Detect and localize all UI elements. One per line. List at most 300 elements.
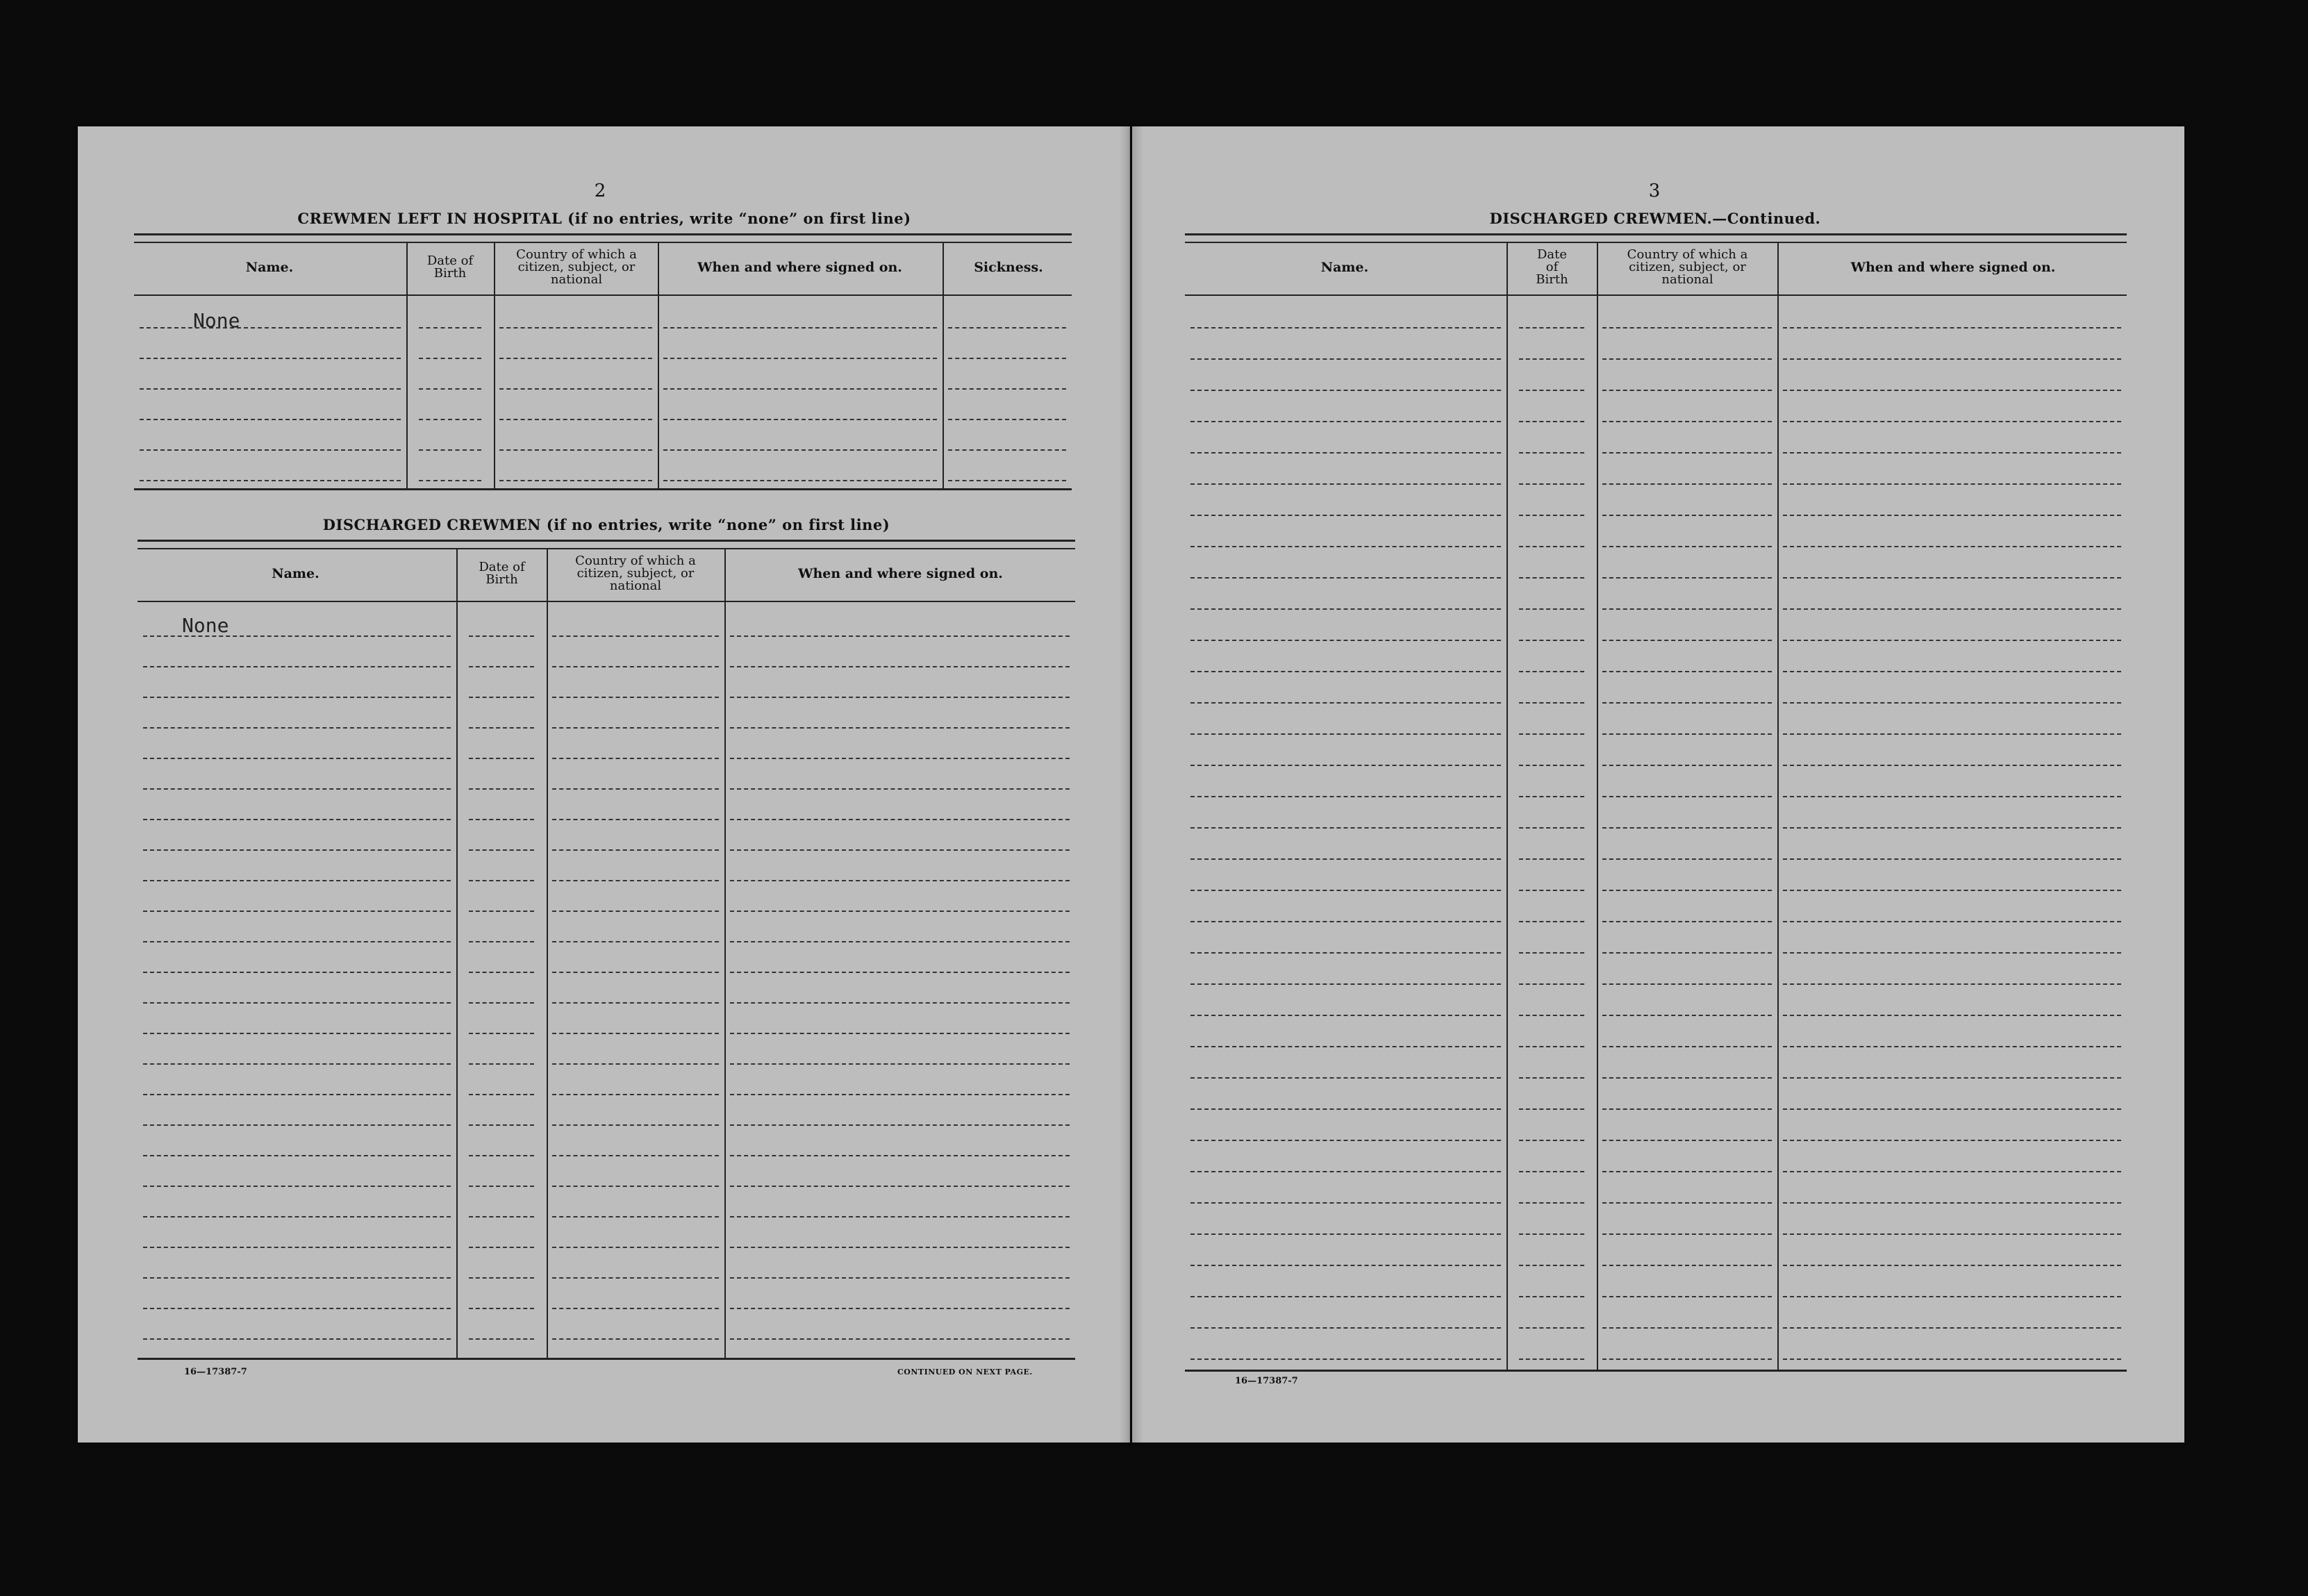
- entry-line: [1783, 640, 2121, 641]
- entry-line: [1519, 671, 1584, 672]
- entry-line: [663, 419, 937, 420]
- entry-line: [1602, 827, 1772, 829]
- table-bottom-rule: [134, 488, 1072, 490]
- entry-line: [1190, 733, 1501, 735]
- table-bottom-rule: [1185, 1370, 2127, 1372]
- entry-line: [1190, 1265, 1501, 1266]
- entry-line: [1783, 1327, 2121, 1329]
- entry-line: [1602, 421, 1772, 422]
- entry-line: [663, 358, 937, 359]
- entry-line: [1519, 640, 1584, 641]
- entry-line: [552, 819, 719, 820]
- entry-line: [1519, 765, 1584, 766]
- entry-line: [143, 1063, 451, 1065]
- entry-line: [1783, 1171, 2121, 1172]
- entry-line: [419, 388, 481, 390]
- entry-line: [1519, 983, 1584, 985]
- entry-line: [1602, 1265, 1772, 1266]
- entry-line: [1602, 608, 1772, 610]
- column-divider: [456, 548, 458, 1358]
- entry-line: [1602, 1358, 1772, 1360]
- entry-line: [1783, 983, 2121, 985]
- entry-line: [730, 880, 1070, 881]
- entry-line: [469, 758, 534, 759]
- entry-line: [1602, 921, 1772, 922]
- entry-line: [552, 911, 719, 912]
- entry-line: [469, 727, 534, 729]
- entry-line: [1783, 827, 2121, 829]
- entry-line: [143, 758, 451, 759]
- entry-line: [140, 480, 401, 481]
- entry-line: [730, 788, 1070, 790]
- entry-line: [1602, 1296, 1772, 1297]
- entry-line: [1519, 858, 1584, 860]
- entry-line: [948, 388, 1066, 390]
- entry-line: [143, 788, 451, 790]
- entry-line: [1519, 921, 1584, 922]
- entry-line: [499, 327, 652, 329]
- entry-line: [1519, 1233, 1584, 1235]
- entry-line: [730, 1277, 1070, 1279]
- header-date-of-birth: Date of Birth: [1536, 247, 1568, 287]
- column-divider: [547, 548, 548, 1358]
- entry-line: [1190, 640, 1501, 641]
- entry-line: [1519, 1296, 1584, 1297]
- entry-line: [1519, 1015, 1584, 1016]
- entry-line: [469, 880, 534, 881]
- entry-line: [1602, 1140, 1772, 1141]
- entry-line: [469, 972, 534, 973]
- discharged-title-text: DISCHARGED CREWMEN: [322, 516, 541, 533]
- entry-line: [1602, 671, 1772, 672]
- entry-line: [1602, 452, 1772, 454]
- column-divider: [943, 242, 944, 488]
- entry-line: [140, 449, 401, 451]
- entry-line: [1602, 1202, 1772, 1204]
- entry-line: [1602, 1171, 1772, 1172]
- entry-line: [1519, 702, 1584, 704]
- entry-line: [1602, 640, 1772, 641]
- entry-line: [1783, 1015, 2121, 1016]
- discharged-continued-table: [1185, 233, 2127, 1372]
- entry-line: [948, 449, 1066, 451]
- entry-line: [469, 1002, 534, 1004]
- entry-line: [143, 880, 451, 881]
- entry-line: [1519, 390, 1584, 391]
- entry-line: [552, 1063, 719, 1065]
- entry-line: [1602, 858, 1772, 860]
- entry-line: [1783, 952, 2121, 954]
- entry-line: [1602, 577, 1772, 579]
- hospital-title-note: (if no entries, write “none” on first line): [567, 210, 911, 227]
- entry-line: [552, 1277, 719, 1279]
- entry-line: [143, 1277, 451, 1279]
- entry-line: [1190, 1140, 1501, 1141]
- entry-line: [552, 1338, 719, 1340]
- entry-line: [1519, 452, 1584, 454]
- entry-line: [1602, 546, 1772, 547]
- entry-line: [1519, 1171, 1584, 1172]
- column-divider: [494, 242, 495, 488]
- entry-line: [1190, 1077, 1501, 1079]
- entry-line: [1602, 952, 1772, 954]
- entry-line: [1190, 546, 1501, 547]
- header-country: Country of which a citizen, subject, or national: [1627, 247, 1748, 287]
- entry-line: [1190, 1233, 1501, 1235]
- header-name: Name.: [1320, 259, 1369, 275]
- entry-line: [730, 1094, 1070, 1095]
- entry-line: [419, 419, 481, 420]
- entry-line: [552, 972, 719, 973]
- entry-line: [469, 1094, 534, 1095]
- entry-line: [1190, 921, 1501, 922]
- entry-line: [730, 819, 1070, 820]
- header-country: Country of which a citizen, subject, or national: [516, 247, 637, 287]
- header-date-of-birth: Date of Birth: [479, 560, 525, 587]
- entry-line: [140, 388, 401, 390]
- entry-line: [1602, 796, 1772, 797]
- entry-line: [1190, 1358, 1501, 1360]
- entry-line: [143, 849, 451, 851]
- entry-line: [1190, 1046, 1501, 1047]
- entry-line: [1783, 452, 2121, 454]
- entry-line: [663, 480, 937, 481]
- header-date-of-birth: Date of Birth: [426, 253, 474, 281]
- entry-line: [469, 941, 534, 942]
- entry-line: [143, 1308, 451, 1309]
- entry-line: [730, 1308, 1070, 1309]
- entry-line: [1190, 952, 1501, 954]
- discharged-continued-title: DISCHARGED CREWMEN.—Continued.: [1489, 210, 1821, 227]
- entry-line: [1519, 577, 1584, 579]
- entry-line: [1519, 890, 1584, 891]
- entry-line: [143, 1094, 451, 1095]
- entry-line: [1190, 1108, 1501, 1110]
- entry-line: [1783, 1046, 2121, 1047]
- entry-line: [1783, 577, 2121, 579]
- entry-line: [1602, 733, 1772, 735]
- table-header: [134, 242, 1072, 293]
- entry-line: [552, 1186, 719, 1187]
- entry-line: [730, 1002, 1070, 1004]
- entry-line: [1190, 983, 1501, 985]
- entry-line: [1519, 827, 1584, 829]
- entry-line: [1190, 1202, 1501, 1204]
- entry-line: [1190, 515, 1501, 516]
- entry-line: [143, 972, 451, 973]
- entry-line: [1519, 1327, 1584, 1329]
- header-bottom-rule: [138, 601, 1075, 602]
- entry-line: [1519, 796, 1584, 797]
- entry-line: [1190, 858, 1501, 860]
- entry-line: [1602, 1327, 1772, 1329]
- entry-line: [143, 911, 451, 912]
- column-divider: [724, 548, 726, 1358]
- entry-line: [1519, 483, 1584, 485]
- entry-line: [730, 911, 1070, 912]
- entry-line: [143, 666, 451, 667]
- form-code: 16—17387-7: [1235, 1376, 1298, 1386]
- entry-line: [1190, 765, 1501, 766]
- entry-line: [469, 1216, 534, 1217]
- entry-line: [948, 358, 1066, 359]
- entry-line: [730, 941, 1070, 942]
- entry-line: [469, 1033, 534, 1034]
- entry-line: [1783, 483, 2121, 485]
- entry-line: [469, 1247, 534, 1248]
- entry-line: [143, 1155, 451, 1156]
- header-name: Name.: [272, 565, 319, 581]
- entry-line: [730, 972, 1070, 973]
- entry-line: [469, 1186, 534, 1187]
- entry-line: [730, 727, 1070, 729]
- entry-line: [143, 1216, 451, 1217]
- entry-line: [469, 635, 534, 637]
- entry-line: [1190, 1015, 1501, 1016]
- page-number: 3: [1648, 181, 1661, 201]
- entry-line: [1190, 827, 1501, 829]
- hospital-table: [134, 233, 1072, 494]
- header-signed-on: When and where signed on.: [798, 565, 1003, 581]
- entry-line: [1190, 358, 1501, 360]
- entry-line: [1783, 671, 2121, 672]
- entry-line: [1602, 1233, 1772, 1235]
- entry-line: [1783, 1233, 2121, 1235]
- entry-line: [1783, 1296, 2121, 1297]
- entry-line: [730, 758, 1070, 759]
- entry-line: [1190, 1171, 1501, 1172]
- entry-line: [1602, 483, 1772, 485]
- entry-line: [1519, 608, 1584, 610]
- entry-line: [730, 1155, 1070, 1156]
- entry-line: [1519, 546, 1584, 547]
- entry-line: [143, 1247, 451, 1248]
- table-header: [1185, 242, 2127, 293]
- table-header: [138, 548, 1075, 599]
- entry-line: [730, 1216, 1070, 1217]
- entry-line: [730, 849, 1070, 851]
- entry-line: [1783, 765, 2121, 766]
- entry-line: [1190, 796, 1501, 797]
- entry-line: [552, 727, 719, 729]
- entry-line: [469, 697, 534, 698]
- entry-line: [1783, 733, 2121, 735]
- column-divider: [1506, 242, 1508, 1370]
- entry-line: [730, 697, 1070, 698]
- entry-line: [730, 1247, 1070, 1248]
- entry-line: [469, 1124, 534, 1126]
- entry-line: [469, 1063, 534, 1065]
- header-sickness: Sickness.: [974, 259, 1043, 275]
- header-signed-on: When and where signed on.: [1850, 259, 2056, 275]
- column-divider: [1777, 242, 1779, 1370]
- entry-line: [1519, 1140, 1584, 1141]
- page-number: 2: [594, 181, 606, 201]
- entry-line: [1783, 327, 2121, 329]
- entry-line: [1602, 1015, 1772, 1016]
- entry-line: [730, 1063, 1070, 1065]
- entry-line: [948, 480, 1066, 481]
- entry-line: [663, 327, 937, 329]
- entry-line: [1519, 358, 1584, 360]
- entry-line: [1519, 733, 1584, 735]
- entry-line: [1190, 327, 1501, 329]
- discharged-section-title: [138, 516, 1075, 533]
- entry-line: [1602, 890, 1772, 891]
- entry-line: [1783, 858, 2121, 860]
- entry-line: [552, 1155, 719, 1156]
- entry-line: [499, 358, 652, 359]
- header-bottom-rule: [1185, 294, 2127, 296]
- entry-line: [552, 1124, 719, 1126]
- entry-line: [1190, 483, 1501, 485]
- entry-line: [1602, 765, 1772, 766]
- entry-line: [1783, 702, 2121, 704]
- discharged-table: [138, 540, 1075, 1365]
- entry-line: [552, 1002, 719, 1004]
- entry-line: [143, 1033, 451, 1034]
- entry-line: [1783, 390, 2121, 391]
- entry-line: [1190, 1327, 1501, 1329]
- entry-line: [1519, 515, 1584, 516]
- entry-line: [1519, 421, 1584, 422]
- entry-line: [499, 419, 652, 420]
- entry-line: [730, 1186, 1070, 1187]
- entry-line: [1602, 1108, 1772, 1110]
- hospital-section-title: [135, 210, 1073, 227]
- entry-line: [1783, 1140, 2121, 1141]
- entry-line: [1602, 327, 1772, 329]
- discharged-title-note: (if no entries, write “none” on first line): [546, 516, 890, 533]
- entry-line: [552, 1308, 719, 1309]
- hospital-entry-none: None: [193, 309, 240, 332]
- entry-line: [1783, 1077, 2121, 1079]
- entry-line: [663, 388, 937, 390]
- entry-line: [1190, 890, 1501, 891]
- entry-line: [552, 1033, 719, 1034]
- entry-line: [552, 788, 719, 790]
- entry-line: [419, 449, 481, 451]
- header-name: Name.: [245, 259, 294, 275]
- entry-line: [419, 358, 481, 359]
- entry-line: [1602, 1077, 1772, 1079]
- entry-line: [730, 666, 1070, 667]
- entry-line: [552, 880, 719, 881]
- entry-line: [1783, 1265, 2121, 1266]
- entry-line: [469, 1277, 534, 1279]
- entry-line: [1519, 1202, 1584, 1204]
- entry-line: [469, 849, 534, 851]
- entry-line: [143, 1002, 451, 1004]
- form-code: 16—17387-7: [184, 1367, 247, 1377]
- entry-line: [419, 327, 481, 329]
- entry-line: [1602, 1046, 1772, 1047]
- header-bottom-rule: [134, 294, 1072, 296]
- entry-line: [499, 388, 652, 390]
- entry-line: [1783, 1108, 2121, 1110]
- entry-line: [1519, 327, 1584, 329]
- entry-line: [948, 419, 1066, 420]
- entry-line: [1519, 1108, 1584, 1110]
- header-country: Country of which a citizen, subject, or national: [575, 554, 696, 593]
- entry-line: [143, 819, 451, 820]
- entry-line: [552, 635, 719, 637]
- entry-line: [140, 327, 401, 329]
- entry-line: [730, 1124, 1070, 1126]
- entry-line: [1190, 577, 1501, 579]
- header-signed-on: When and where signed on.: [697, 259, 902, 275]
- discharged-entry-none: None: [182, 614, 229, 637]
- entry-line: [1190, 671, 1501, 672]
- entry-line: [1783, 890, 2121, 891]
- column-divider: [406, 242, 408, 488]
- entry-line: [1783, 546, 2121, 547]
- continued-note: CONTINUED ON NEXT PAGE.: [897, 1368, 1033, 1377]
- entry-line: [1783, 515, 2121, 516]
- entry-line: [469, 1338, 534, 1340]
- entry-line: [1190, 452, 1501, 454]
- entry-line: [469, 819, 534, 820]
- entry-line: [1783, 608, 2121, 610]
- entry-line: [552, 1247, 719, 1248]
- entry-line: [552, 1216, 719, 1217]
- entry-line: [1190, 1296, 1501, 1297]
- entry-line: [1519, 952, 1584, 954]
- entry-line: [1190, 608, 1501, 610]
- entry-line: [1190, 702, 1501, 704]
- entry-line: [552, 758, 719, 759]
- entry-line: [1602, 515, 1772, 516]
- entry-line: [143, 941, 451, 942]
- entry-line: [143, 727, 451, 729]
- entry-line: [1602, 983, 1772, 985]
- entry-line: [1783, 358, 2121, 360]
- entry-line: [143, 1186, 451, 1187]
- entry-line: [1783, 1358, 2121, 1360]
- entry-line: [1783, 421, 2121, 422]
- entry-line: [1602, 702, 1772, 704]
- entry-line: [419, 480, 481, 481]
- entry-line: [1519, 1265, 1584, 1266]
- entry-line: [499, 449, 652, 451]
- entry-line: [552, 697, 719, 698]
- table-bottom-rule: [138, 1358, 1075, 1360]
- entry-line: [1519, 1046, 1584, 1047]
- entry-line: [552, 1094, 719, 1095]
- entry-line: [730, 1033, 1070, 1034]
- entry-line: [552, 849, 719, 851]
- entry-line: [1519, 1077, 1584, 1079]
- entry-line: [469, 911, 534, 912]
- column-divider: [658, 242, 659, 488]
- entry-line: [143, 1124, 451, 1126]
- entry-line: [499, 480, 652, 481]
- entry-line: [1190, 421, 1501, 422]
- entry-line: [552, 666, 719, 667]
- column-divider: [1597, 242, 1598, 1370]
- entry-line: [469, 1155, 534, 1156]
- entry-line: [1602, 358, 1772, 360]
- entry-line: [1783, 1202, 2121, 1204]
- entry-line: [143, 1338, 451, 1340]
- hospital-title-text: CREWMEN LEFT IN HOSPITAL: [297, 210, 563, 227]
- entry-line: [1602, 390, 1772, 391]
- entry-line: [469, 788, 534, 790]
- entry-line: [948, 327, 1066, 329]
- entry-line: [730, 635, 1070, 637]
- entry-line: [140, 419, 401, 420]
- entry-line: [143, 697, 451, 698]
